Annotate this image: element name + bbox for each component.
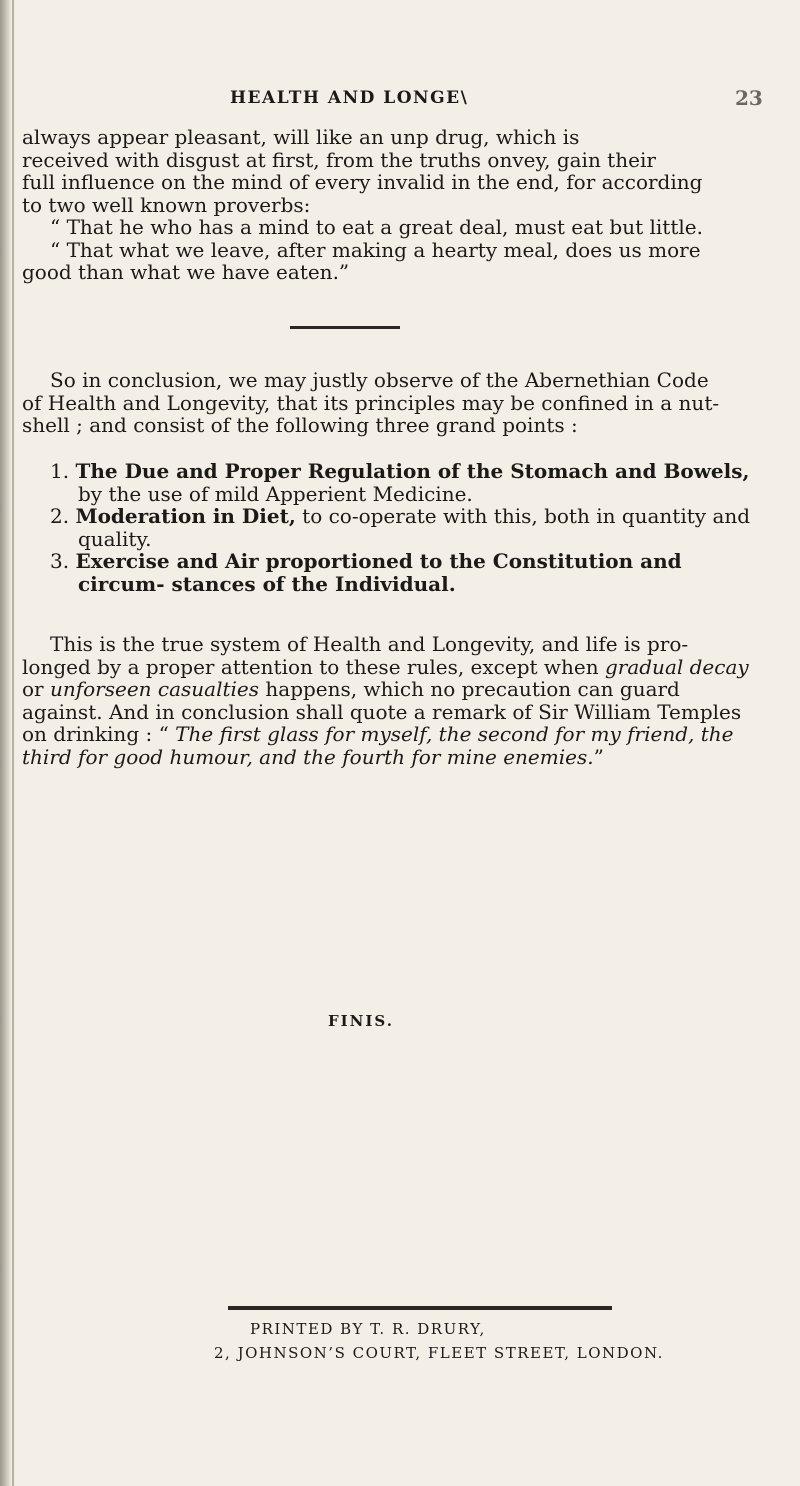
text-line: received with disgust at first, from the truths onvey, gain their xyxy=(22,147,656,172)
text-run: or xyxy=(22,677,50,701)
list-item xyxy=(50,460,762,505)
finis-mark: FINIS. xyxy=(328,1012,394,1030)
item-number: 1. xyxy=(50,459,70,483)
text-line: So in conclusion, we may justly observe of the Abernethian Code xyxy=(50,368,709,392)
grand-points-list xyxy=(22,460,762,595)
page-number: 23 xyxy=(735,86,763,110)
text-line: always appear pleasant, will like an unp drug, which is xyxy=(22,125,580,149)
text-line: shell ; and consist of the following three grand points : xyxy=(22,413,578,437)
text-line: good than what we have eaten.” xyxy=(22,260,350,284)
list-item xyxy=(50,505,762,550)
paragraph-proverbs xyxy=(22,126,762,284)
page-header xyxy=(0,88,800,116)
text-run: This is the true system of Health and Longevity, and life is pro- longed by a proper attention to these rules, except when xyxy=(22,632,689,679)
text-run: happens, which no precaution can guard against. And in conclusion shall quote a remark of Sir William Temples on drinking : “ xyxy=(22,677,742,746)
item-number: 3. xyxy=(50,549,70,573)
section-divider xyxy=(290,326,400,329)
italic-run: gradual decay xyxy=(604,654,749,679)
item-heading: Exercise and Air proportioned to the Constitution and circum- stances of the Individual. xyxy=(75,549,682,596)
imprint-rule xyxy=(228,1306,612,1310)
paragraph-conclusion xyxy=(22,369,762,437)
paragraph-true-system xyxy=(22,633,762,768)
printer-address: 2, JOHNSON’S COURT, FLEET STREET, LONDON. xyxy=(214,1344,664,1362)
text-line: full influence on the mind of every invalid in the end, for according xyxy=(22,170,703,194)
item-text: to co-operate with this, both in quantity and quality. xyxy=(78,504,751,551)
text-line: to two well known proverbs: xyxy=(22,192,311,217)
page-binding-edge xyxy=(0,0,12,1486)
text-paragraph xyxy=(22,633,762,768)
printer-line: PRINTED BY T. R. DRURY, xyxy=(250,1320,486,1338)
item-heading: The Due and Proper Regulation of the Stomach and Bowels, xyxy=(75,459,750,483)
proverb-line: “ That what we leave, after making a hearty meal, does us more xyxy=(50,237,701,262)
proverb-line: “ That he who has a mind to eat a great deal, must eat but little. xyxy=(50,215,703,239)
list-item xyxy=(50,550,762,595)
italic-run: unforseen casualties xyxy=(49,677,260,701)
italic-quote: The first glass for myself, the second for my friend, the third for good humour, and the fourth for mine enemies. xyxy=(22,722,734,769)
item-text: by the use of mild Apperient Medicine. xyxy=(78,481,473,506)
text-run: ” xyxy=(593,744,604,769)
item-number: 2. xyxy=(50,504,70,528)
text-line: of Health and Longevity, that its principles may be confined in a nut- xyxy=(22,390,720,415)
running-title: HEALTH AND LONGE\ xyxy=(230,88,469,108)
page-binding-shadow xyxy=(12,0,14,1486)
item-heading: Moderation in Diet, xyxy=(75,504,296,528)
